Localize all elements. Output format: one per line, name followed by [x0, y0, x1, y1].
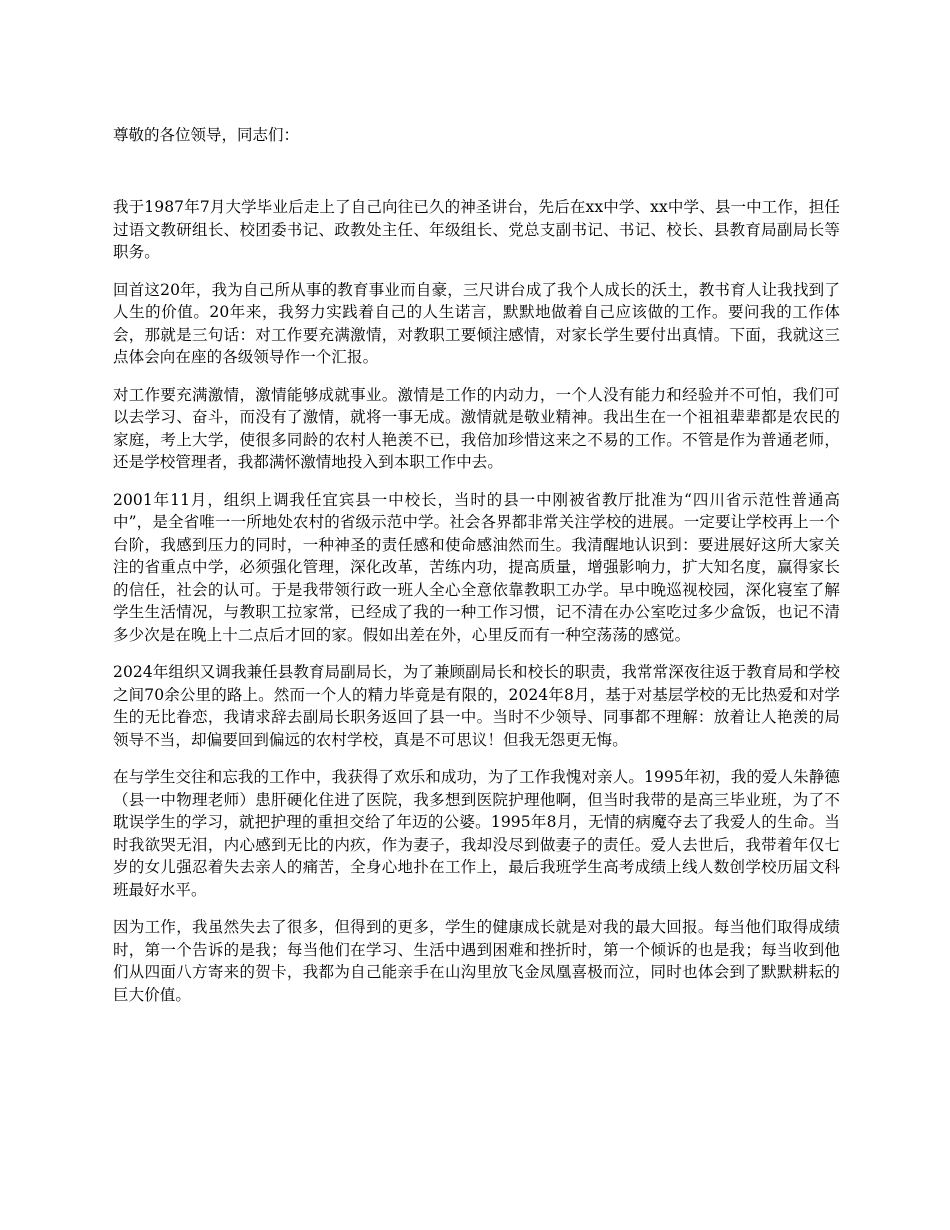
- salutation: 尊敬的各位领导，同志们：: [113, 126, 300, 144]
- paragraph-4: 2001年11月，组织上调我任宜宾县一中校长，当时的县一中刚被省教厅批准为“四川省示范性普通高中”，是全省唯一一所地处农村的省级示范中学。社会各界都非常关注学校的进展。一定要让学校再上一个台阶，我感到压力的同时，一种神圣的责任感和使命感油然而生。我清醒地认识到：要进展好这所大家关注的省重点中学，必须强化管理，深化改革，苦练内功，提高质量，增强影响力，扩大知名度，赢得家长的信任，社会的认可。于是我带领行政一班人全心全意依靠教职工办学。早中晚巡视校园，深化寝室了解学生生活情况，与教职工拉家常，已经成了我的一种工作习惯，记不清在办公室吃过多少盒饭，也记不清多少次是在晚上十二点后才回的家。假如出差在外，心里反而有一种空荡荡的感觉。: [113, 490, 840, 644]
- paragraph-1: 我于1987年7月大学毕业后走上了自己向往已久的神圣讲台，先后在xx中学、xx中学、县一中工作，担任过语文教研组长、校团委书记、政教处主任、年级组长、党总支副书记、书记、校长、县教育局副局长等职务。: [113, 198, 840, 261]
- paragraph-5: 2024年组织又调我兼任县教育局副局长，为了兼顾副局长和校长的职责，我常常深夜往返于教育局和学校之间70余公里的路上。然而一个人的精力毕竟是有限的，2024年8月，基于对基层学校的无比热爱和对学生的无比眷恋，我请求辞去副局长职务返回了县一中。当时不少领导、同事都不理解：放着让人艳羡的局领导不当，却偏要回到偏远的农村学校，真是不可思议！但我无怨更无悔。: [113, 663, 840, 749]
- paragraph-6: 在与学生交往和忘我的工作中，我获得了欢乐和成功，为了工作我愧对亲人。1995年初，我的爱人朱静德（县一中物理老师）患肝硬化住进了医院，我多想到医院护理他啊，但当时我带的是高三毕业班，为了不耽误学生的学习，就把护理的重担交给了年迈的公婆。1995年8月，无情的病魔夺去了我爱人的生命。当时我欲哭无泪，内心感到无比的内疚，作为妻子，我却没尽到做妻子的责任。爱人去世后，我带着年仅七岁的女儿强忍着失去亲人的痛苦，全身心地扑在工作上，最后我班学生高考成绩上线人数创学校历届文科班最好水平。: [113, 768, 840, 899]
- paragraph-2: 回首这20年，我为自己所从事的教育事业而自豪，三尺讲台成了我个人成长的沃土，教书育人让我找到了人生的价值。20年来，我努力实践着自己的人生诺言，默默地做着自己应该做的工作。要问我的工作体会，那就是三句话：对工作要充满激情，对教职工要倾注感情，对家长学生要付出真情。下面，我就这三点体会向在座的各级领导作一个汇报。: [113, 280, 840, 366]
- paragraph-3: 对工作要充满激情，激情能够成就事业。激情是工作的内动力，一个人没有能力和经验并不可怕，我们可以去学习、奋斗，而没有了激情，就将一事无成。激情就是敬业精神。我出生在一个祖祖辈辈都是农民的家庭，考上大学，使很多同龄的农村人艳羡不已，我倍加珍惜这来之不易的工作。不管是作为普通老师，还是学校管理者，我都满怀激情地投入到本职工作中去。: [113, 385, 840, 471]
- paragraph-7: 因为工作，我虽然失去了很多，但得到的更多，学生的健康成长就是对我的最大回报。每当他们取得成绩时，第一个告诉的是我；每当他们在学习、生活中遇到困难和挫折时，第一个倾诉的也是我；每当收到他们从四面八方寄来的贺卡，我都为自己能亲手在山沟里放飞金凤凰喜极而泣，同时也体会到了默默耕耘的巨大价值。: [113, 918, 840, 1004]
